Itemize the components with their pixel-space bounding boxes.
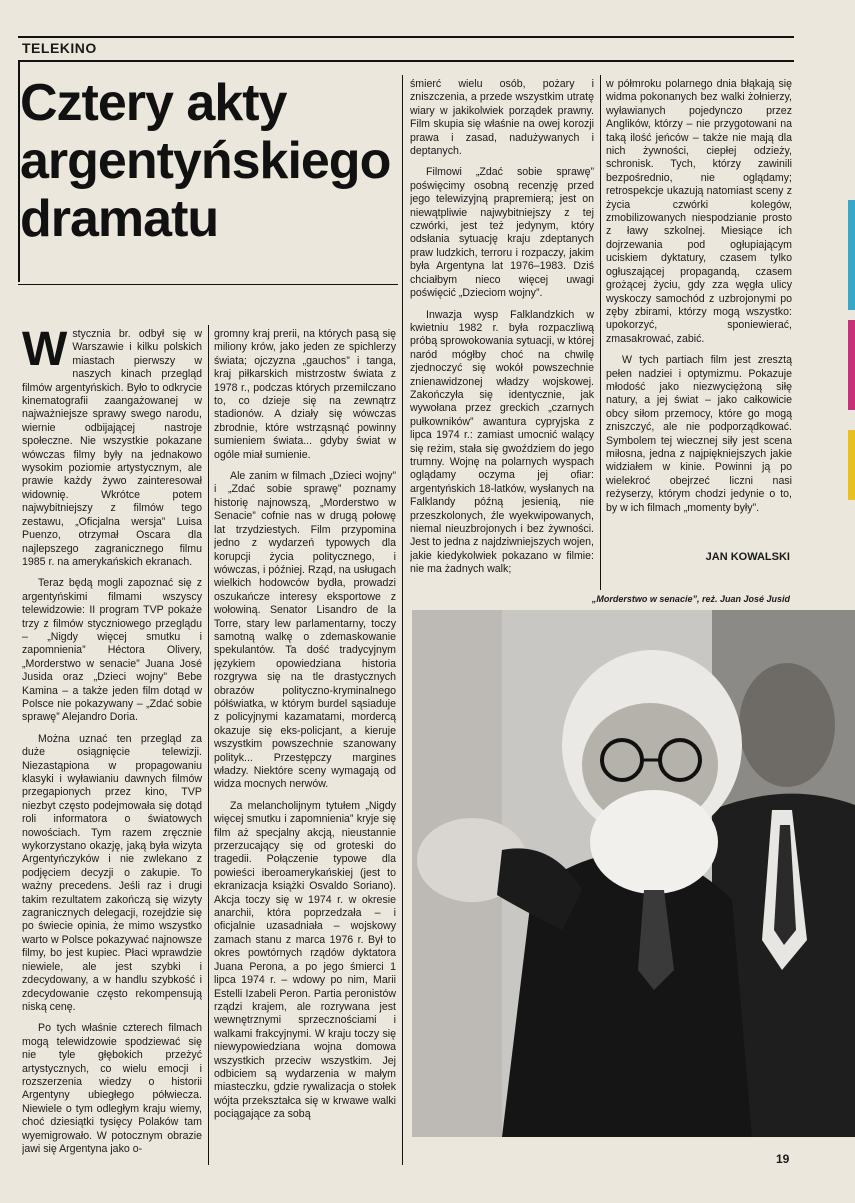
film-still-illustration bbox=[412, 610, 855, 1137]
article-paragraph: Za melancholijnym tytułem „Nigdy więcej smutku i zapomnienia” kryje się film aż specjalny akcją, nieustannie przerzucający się od groteski do tragedii. Połączenie typowe dla powieści iberoamerykańskiej (jest to ekranizacja książki Osvaldo Soriano). Akcja toczy się w 1974 r. w okresie anarchii, która poprzedzała – i oficjalnie uzasadniała – wojskowy zamach stanu z marca 1976 r. Był to okres powtórnych rządów dyktatora Juana Perona, a po jego śmierci 1 lipca 1974 r. – wdowy po nim, Marii Estelli Izabeli Peron. Partia peronistów rządzi krajem, ale rozrywana jest wewnętrznymi sprzecznościami i walkami frakcyjnymi. W kraju toczy się niewypowiedziana wojna domowa wszystkich przeciw wszystkim. Jej odbiciem są wydarzenia w małym miasteczku, gdzie rywalizacja o stołek wójta przekształca się w krwawe walki pociągające za sobą bbox=[214, 799, 396, 1121]
print-color-swatch-yellow bbox=[848, 430, 855, 500]
column-divider bbox=[208, 325, 209, 1165]
article-paragraph: śmierć wielu osób, pożary i zniszczenia, a przede wszystkim utratę wiary w jakikolwiek porządek prawny. Film skupia się właśnie na owej korozji prawa i zasad, nadużywanych i deptanych. bbox=[410, 78, 594, 158]
article-paragraph: Po tych właśnie czterech filmach mogą telewidzowie spodziewać się nie tyle głębokich przeżyć artystycznych, co wielu emocji i rozszerzenia wiedzy o historii Argentyny ubiegłego półwiecza. Niewiele o tym odległym kraju wiemy, choć dziesiątki tysięcy Polaków tam wyemigrowało. W potocznym obrazie jawi się Argentyna jako o- bbox=[22, 1022, 202, 1155]
column-divider bbox=[402, 75, 403, 1165]
section-rule bbox=[18, 60, 794, 62]
drop-cap: W bbox=[22, 328, 68, 376]
article-paragraph: gromny kraj prerii, na których pasą się miliony krów, jako jeden ze spichlerzy świata; ojczyzna „gauchos” i tanga, kraj piłkarskich mistrzostw świata z 1978 r., podczas których przemilczano to, co dzieje się na zewnątrz stadionów. A działy się wówczas zbrodnie, które wstrząsnąć powinny sumieniem świata... gdyby świat w ogóle miał sumienie. bbox=[214, 328, 396, 461]
article-paragraph: Filmowi „Zdać sobie sprawę” poświęcimy osobną recenzję przed jego telewizyjną prapremierą; jest on niewątpliwie najwybitniejszy z tej czwórki, jest też jedynym, który odsłania sytuację kraju zdeptanych praw ludzkich, terroru i rozpaczy, jakim była Argentyna lat 1976–1983. Dziś chciałbym nieco więcej uwagi poświęcić „Dzieciom wojny”. bbox=[410, 166, 594, 300]
film-still-photo bbox=[412, 610, 855, 1137]
headline-bottom-rule bbox=[18, 284, 398, 285]
photo-caption: „Morderstwo w senacie”, reż. Juan José Jusid bbox=[591, 594, 790, 604]
column-divider bbox=[600, 75, 601, 590]
article-paragraph: Można uznać ten przegląd za duże osiągnięcie telewizji. Niezastąpiona w propagowaniu klasyki i wyławianiu dawnych filmów przegapionych przez kino, TVP niezbyt często podejmowała się dotąd roli informatora o światowych nowościach. Tym razem zręcznie wykorzystano okazję, jaką była wizyta Argentyńczyków i nie zwlekano z podjęciem decyzji o zakupie. To ważny precedens. Jeśli raz i drugi takim rezultatem zakończą się wizyty zagranicznych delegacji, rozejdzie się po świecie opinia, że mimo wszystko warto w Polsce pokazywać najnowsze filmy, bo jest kupiec. Płaci wprawdzie niewiele, ale jest szybki i zdecydowany, a w handlu szybkość i zdecydowanie często rekompensują niską cenę. bbox=[22, 732, 202, 1013]
article-column-1 bbox=[22, 328, 202, 1163]
article-paragraph: Teraz będą mogli zapoznać się z argentyńskimi filmami wszyscy telewidzowie: II program TVP pokaże trzy z filmów styczniowego przeglądu – „Nigdy więcej smutku i zapomnienia” Héctora Olivery, „Morderstwo w senacie” Juana José Jusida oraz „Dzieci wojny” Bebe Kamina – a także jeden film dotąd w Polsce nie pokazywany – „Zdać sobie sprawę” Alejandro Doria. bbox=[22, 577, 202, 724]
article-column-4 bbox=[606, 78, 792, 548]
article-paragraph: Wstycznia br. odbył się w Warszawie i kilku polskich miastach pierwszy w naszych kinach przegląd filmów argentyńskich. Było to odkrycie kinematografii zaangażowanej w najważniejsze sprawy swego narodu, wiernie odbijającej nastroje społeczne. Nie wszystkie pokazane wówczas filmy były na jednakowo wysokim poziomie artystycznym, ale prawie każdy żywo zainteresował widownię. Wkrótce potem najwybitniejszy z filmów tego zestawu, „Oficjalna wersja” Luisa Puenzo, otrzymał Oscara dla najlepszego zagranicznego filmu 1985 r. na amerykańskich ekranach. bbox=[22, 328, 202, 568]
print-color-swatch-magenta bbox=[848, 320, 855, 410]
article-headline: Cztery akty argentyńskiego dramatu bbox=[20, 74, 391, 248]
top-rule bbox=[18, 36, 794, 38]
print-color-swatch-cyan bbox=[848, 200, 855, 310]
article-paragraph: Inwazja wysp Falklandzkich w kwietniu 1982 r. była rozpaczliwą próbą sprowokowania sytuacji, w której naród mógłby choć na chwilę zjednoczyć się wokół powszechnie znienawidzonej władzy wojskowej. Zakończyła się identycznie, jak wywołana przez greckich „czarnych pułkowników” awantura cypryjska z lipca 1974 r.: zamiast umocnić walący się reżim, stała się gwoździem do jego trumny. Wojnę na polarnych wyspach oglądamy oczyma jej ofiar: argentyńskich 18-latków, wysłanych na Falklandy późną jesienią, nie przeszkolonych, źle wyekwipowanych, niemal nieuzbrojonych i bez żywności. Jest to jedna z najdziwniejszych wojen, jakie kiedykolwiek pokazano w filmie: nie ma żadnych walk; bbox=[410, 308, 594, 576]
article-column-2 bbox=[214, 328, 396, 1163]
article-paragraph: Ale zanim w filmach „Dzieci wojny” i „Zdać sobie sprawę” poznamy historię najnowszą, „Morderstwo w Senacie” cofnie nas w drugą połowę lat trzydziestych. Film przypomina jedno z wydarzeń typowych dla korupcji życia politycznego, i wówczas, i później. Rząd, na usługach wielkich hodowców bydła, prowadzi oszukańcze interesy eksportowe z wołowiną. Senator Lisandro de la Torre, stary lew parlamentarny, toczy samotną walkę o zdemaskowanie spekulantów. Ta dość tradycyjnym językiem opowiedziana historia rozgrywa się na tle drastycznych obrazów polityczno-kryminalnego półświatka, w którym burdel sąsiaduje z policyjnymi kazamatami, mordercą okazuje się eks-policjant, a kieruje wszystkim powszechnie szanowany polityk... Przestępczy margines władzy. Niektóre sceny wymagają od widza mocnych nerwów. bbox=[214, 470, 396, 791]
article-paragraph: W tych partiach film jest zresztą pełen nadziei i optymizmu. Pokazuje młodość jako niezwyciężoną siłę natury, a jej świat – jako całkowicie obcy siłom przemocy, które go mogą zniszczyć, ale nie podporządkować. Symbolem tej wiecznej siły jest scena miłosna, jedna z najpiękniejszych jakie widziałem w kinie. Powinni ją po wielekroć obejrzeć liczni nasi reżyserzy, którym chodzi jedynie o to, by w ich filmach „momenty były”. bbox=[606, 354, 792, 514]
article-column-3 bbox=[410, 78, 594, 578]
article-paragraph: w półmroku polarnego dnia błąkają się widma pokonanych bez walki żołnierzy, wyławianych pojedynczo przez Anglików, którzy – nie przygotowani na taką ilość jeńców – także nie mają dla nich żywności, ciepłej odzieży, schronisk. Tych, którzy zawinili bezpośrednio, nie oglądamy; retrospekcje ukazują natomiast sceny z życia czwórki kolegów, zmobilizowanych niespodzianie prosto z ławy szkolnej. Miesiące ich dojrzewania pod ogłupiającym uciskiem dyktatury, czasem tylko ogłuszającej propagandą, czasem grożącej życiu, gdy zza węgła ulicy wyskoczy samochód z uzbrojonymi po zęby zbirami, którzy mogą wszystko: upokorzyć, sponiewierać, zmasakrować, zabić. bbox=[606, 78, 792, 345]
section-label: TELEKINO bbox=[22, 40, 97, 56]
page-number: 19 bbox=[776, 1152, 790, 1166]
author-byline: JAN KOWALSKI bbox=[705, 551, 790, 563]
